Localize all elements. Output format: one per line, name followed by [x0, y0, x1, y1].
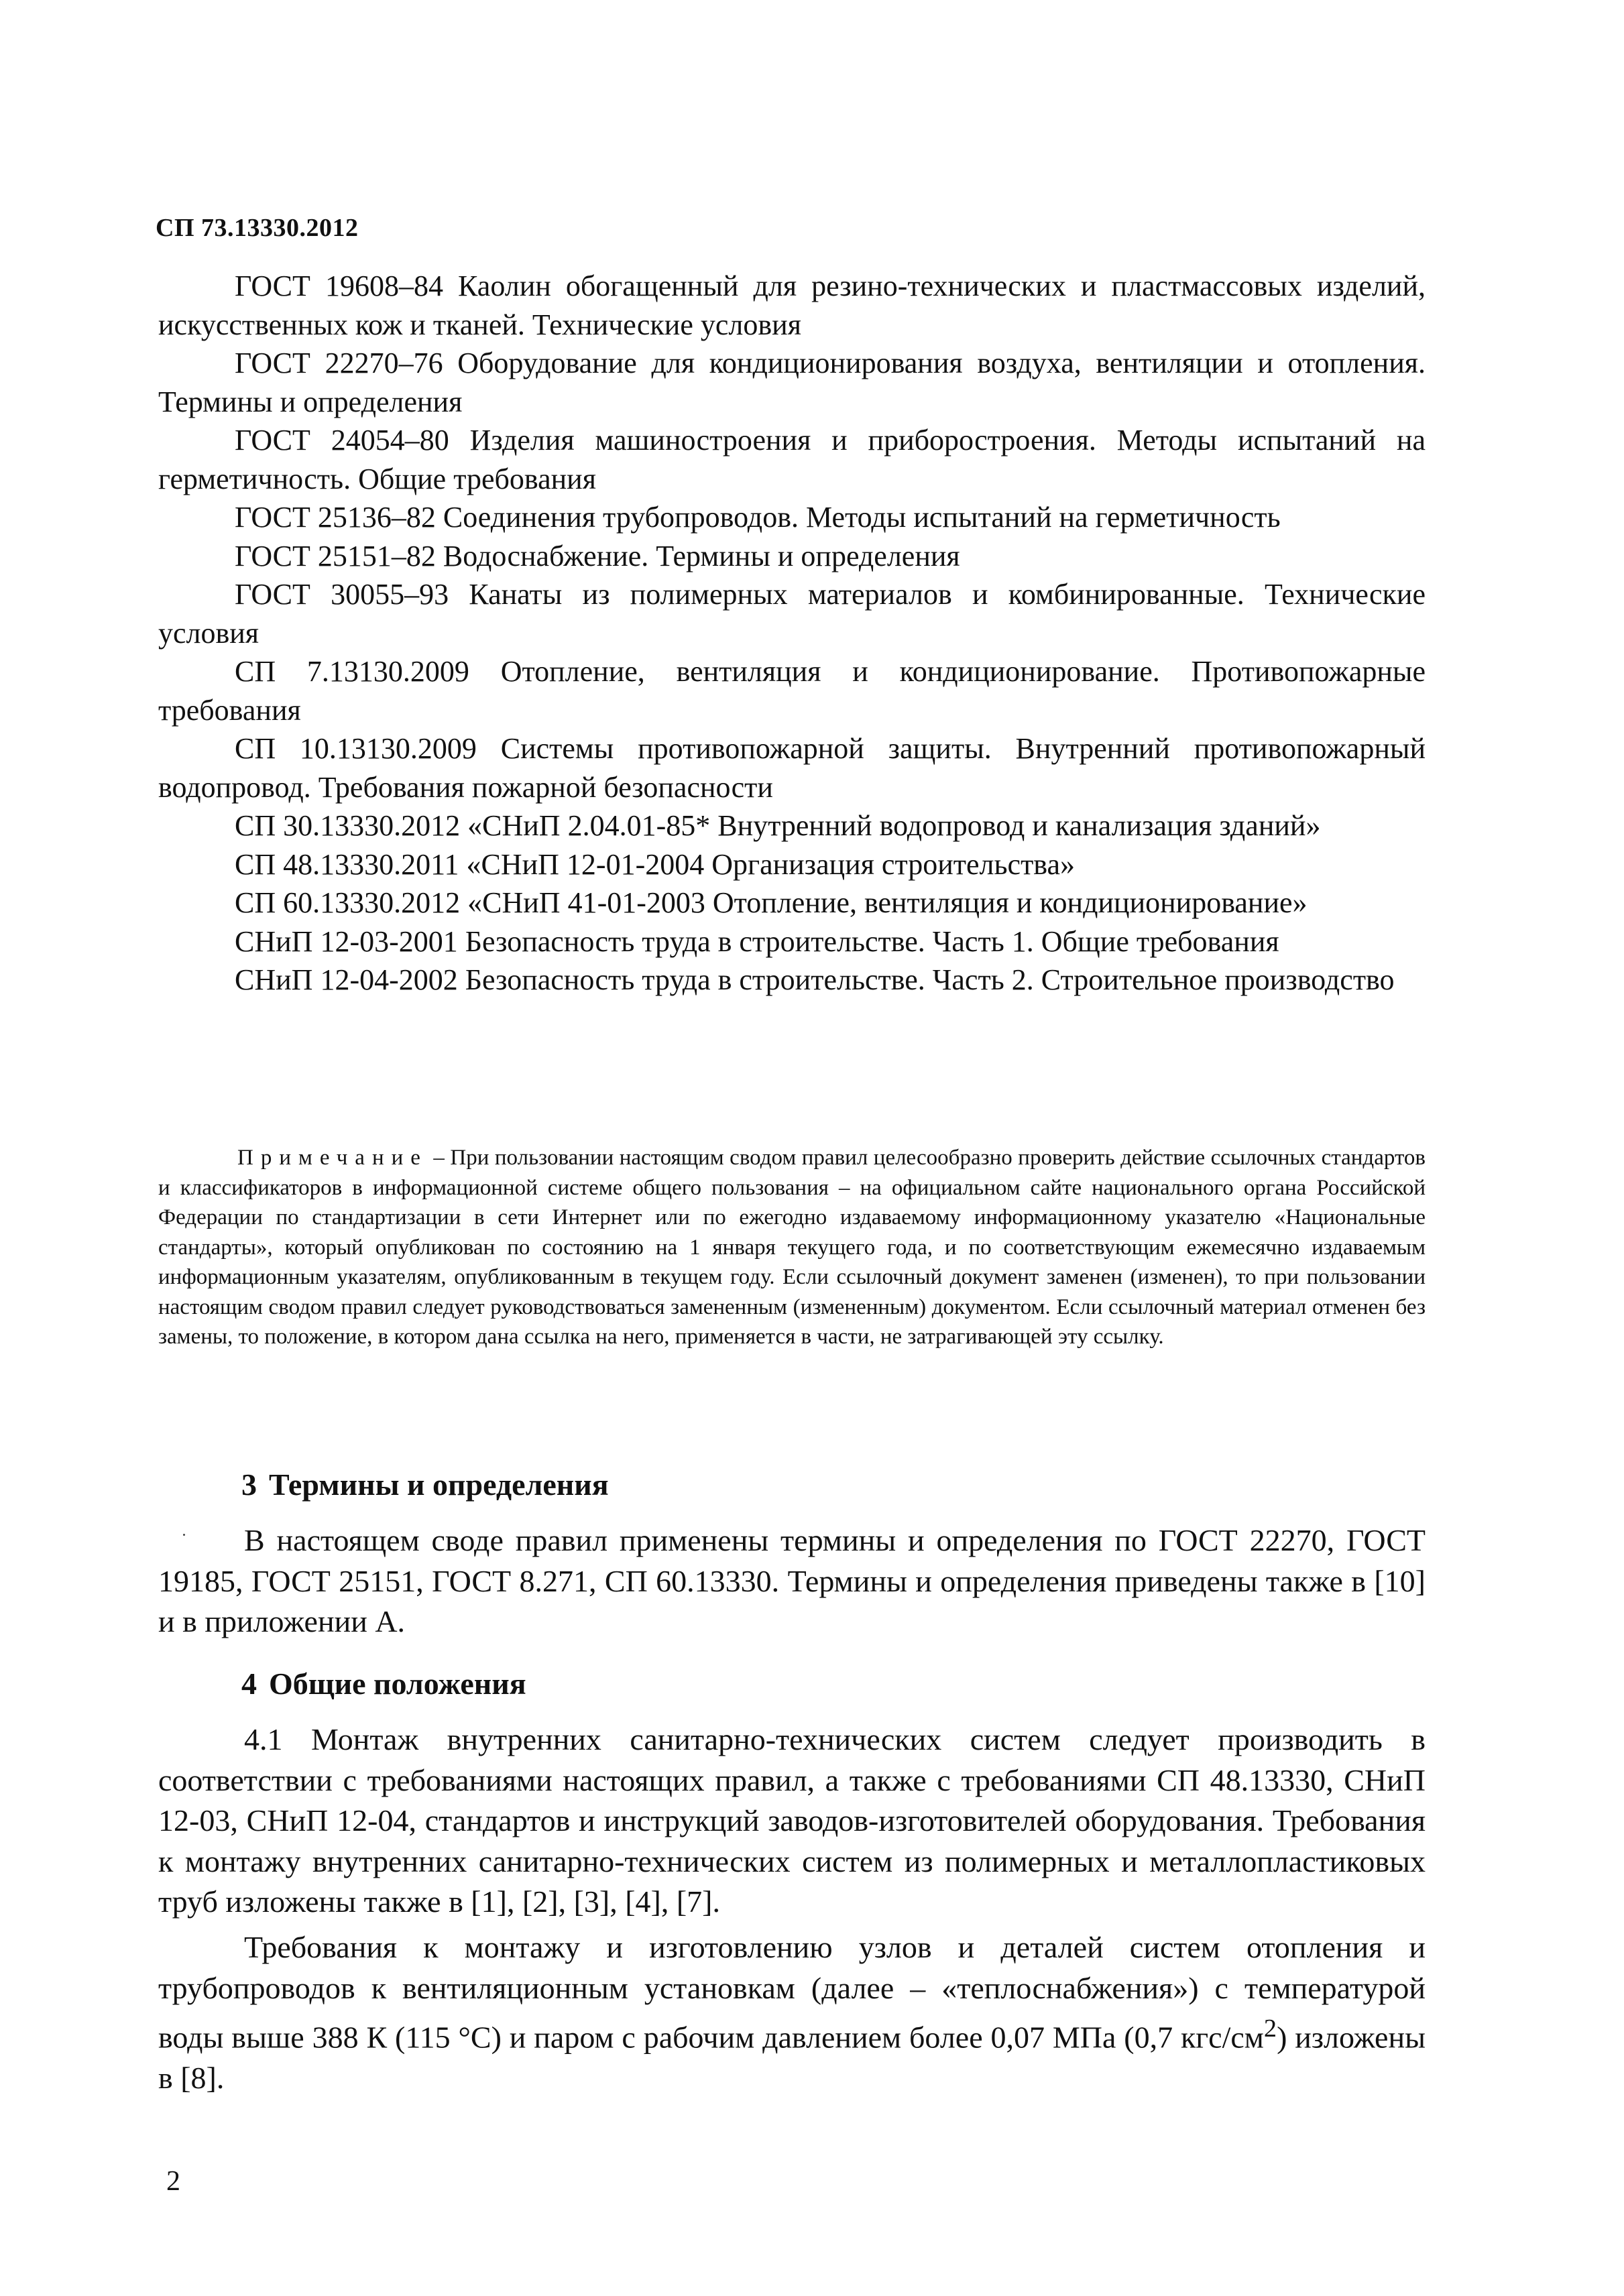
reference-item: СП 60.13330.2012 «СНиП 41-01-2003 Отопление, вентиляция и кондиционирование»	[235, 886, 1308, 919]
section-4-paragraph-1: 4.1 Монтаж внутренних санитарно-технических систем следует производить в соответствии с требованиями настоящих правил, а также с требованиями СП 48.13330, СНиП 12-03, СНиП 12-04, стандартов и инструкций заводов-изготовителей оборудования. Требования к монтажу внутренних санитарно-технических систем из полимерных и металлопластиковых труб изложены также в [1], [2], [3], [4], [7].	[158, 1722, 1426, 1919]
reference-item: СНиП 12-04-2002 Безопасность труда в строительстве. Часть 2. Строительное производство	[235, 963, 1395, 996]
reference-item: ГОСТ 25136–82 Соединения трубопроводов. Методы испытаний на герметичность	[235, 501, 1281, 534]
note-label: Примечание	[237, 1146, 428, 1170]
reference-item: СП 10.13130.2009 Системы противопожарной защиты. Внутренний противопожарный водопровод. Требования пожарной безопасности	[158, 732, 1426, 804]
section-3-number: 3	[241, 1467, 257, 1502]
section-3-title: Термины и определения	[269, 1467, 609, 1502]
reference-item: СП 30.13330.2012 «СНиП 2.04.01-85* Внутренний водопровод и канализация зданий»	[235, 809, 1321, 842]
paragraph-2-text-end: ) изложены в [8].	[158, 2020, 1426, 2095]
reference-item: СНиП 12-03-2001 Безопасность труда в строительстве. Часть 1. Общие требования	[235, 924, 1279, 958]
reference-item: ГОСТ 30055–93 Канаты из полимерных материалов и комбинированные. Технические условия	[158, 578, 1426, 650]
reference-note	[158, 1143, 1426, 1352]
section-4-title: Общие положения	[269, 1667, 526, 1701]
reference-item: ГОСТ 19608–84 Каолин обогащенный для резино-технических и пластмассовых изделий, искусственных кож и тканей. Технические условия	[158, 269, 1426, 341]
document-code-header: СП 73.13330.2012	[156, 214, 359, 242]
section-3-heading	[241, 1467, 609, 1502]
reference-item: ГОСТ 24054–80 Изделия машиностроения и приборостроения. Методы испытаний на герметичность. Общие требования	[158, 424, 1426, 495]
section-4-number: 4	[241, 1667, 257, 1701]
reference-item: СП 7.13130.2009 Отопление, вентиляция и кондиционирование. Противопожарные требования	[158, 655, 1426, 727]
section-3-paragraph: В настоящем своде правил применены термины и определения по ГОСТ 22270, ГОСТ 19185, ГОСТ 25151, ГОСТ 8.271, СП 60.13330. Термины и определения приведены также в [10] и в приложении А.	[158, 1523, 1426, 1638]
paragraph-2-text: Требования к монтажу и изготовлению узлов и деталей систем отопления и трубопроводов к вентиляционным установкам (далее – «теплоснабжения») с температурой воды выше 388 К (115 °С) и паром с рабочим давлением более 0,07 МПа (0,7 кгс/см	[158, 1930, 1426, 2055]
note-text: – При пользовании настоящим сводом правил целесообразно проверить действие ссылочных стандартов и классификаторов в информационной системе общего пользования – на официальном сайте национального органа Российской Федерации по стандартизации в сети Интернет или по ежегодно издаваемому информационному указателю «Национальные стандарты», который опубликован по состоянию на 1 января текущего года, и по соответствующим ежемесячно издаваемым информационным указателям, опубликованным в текущем году. Если ссылочный документ заменен (изменен), то при пользовании настоящим сводом правил следует руководствоваться замененным (измененным) документом. Если ссылочный материал отменен без замены, то положение, в котором дана ссылка на него, применяется в части, не затрагивающей эту ссылку.	[158, 1146, 1426, 1349]
section-4-heading	[241, 1666, 526, 1701]
reference-item: ГОСТ 22270–76 Оборудование для кондиционирования воздуха, вентиляции и отопления. Термины и определения	[158, 347, 1426, 418]
reference-item: СП 48.13330.2011 «СНиП 12-01-2004 Организация строительства»	[235, 847, 1076, 881]
page-number: 2	[166, 2166, 180, 2197]
superscript-exponent: 2	[1263, 2014, 1277, 2043]
reference-item: ГОСТ 25151–82 Водоснабжение. Термины и определения	[235, 539, 960, 572]
normative-references-list	[158, 267, 1426, 1000]
section-4-paragraph-2	[158, 1927, 1426, 2098]
